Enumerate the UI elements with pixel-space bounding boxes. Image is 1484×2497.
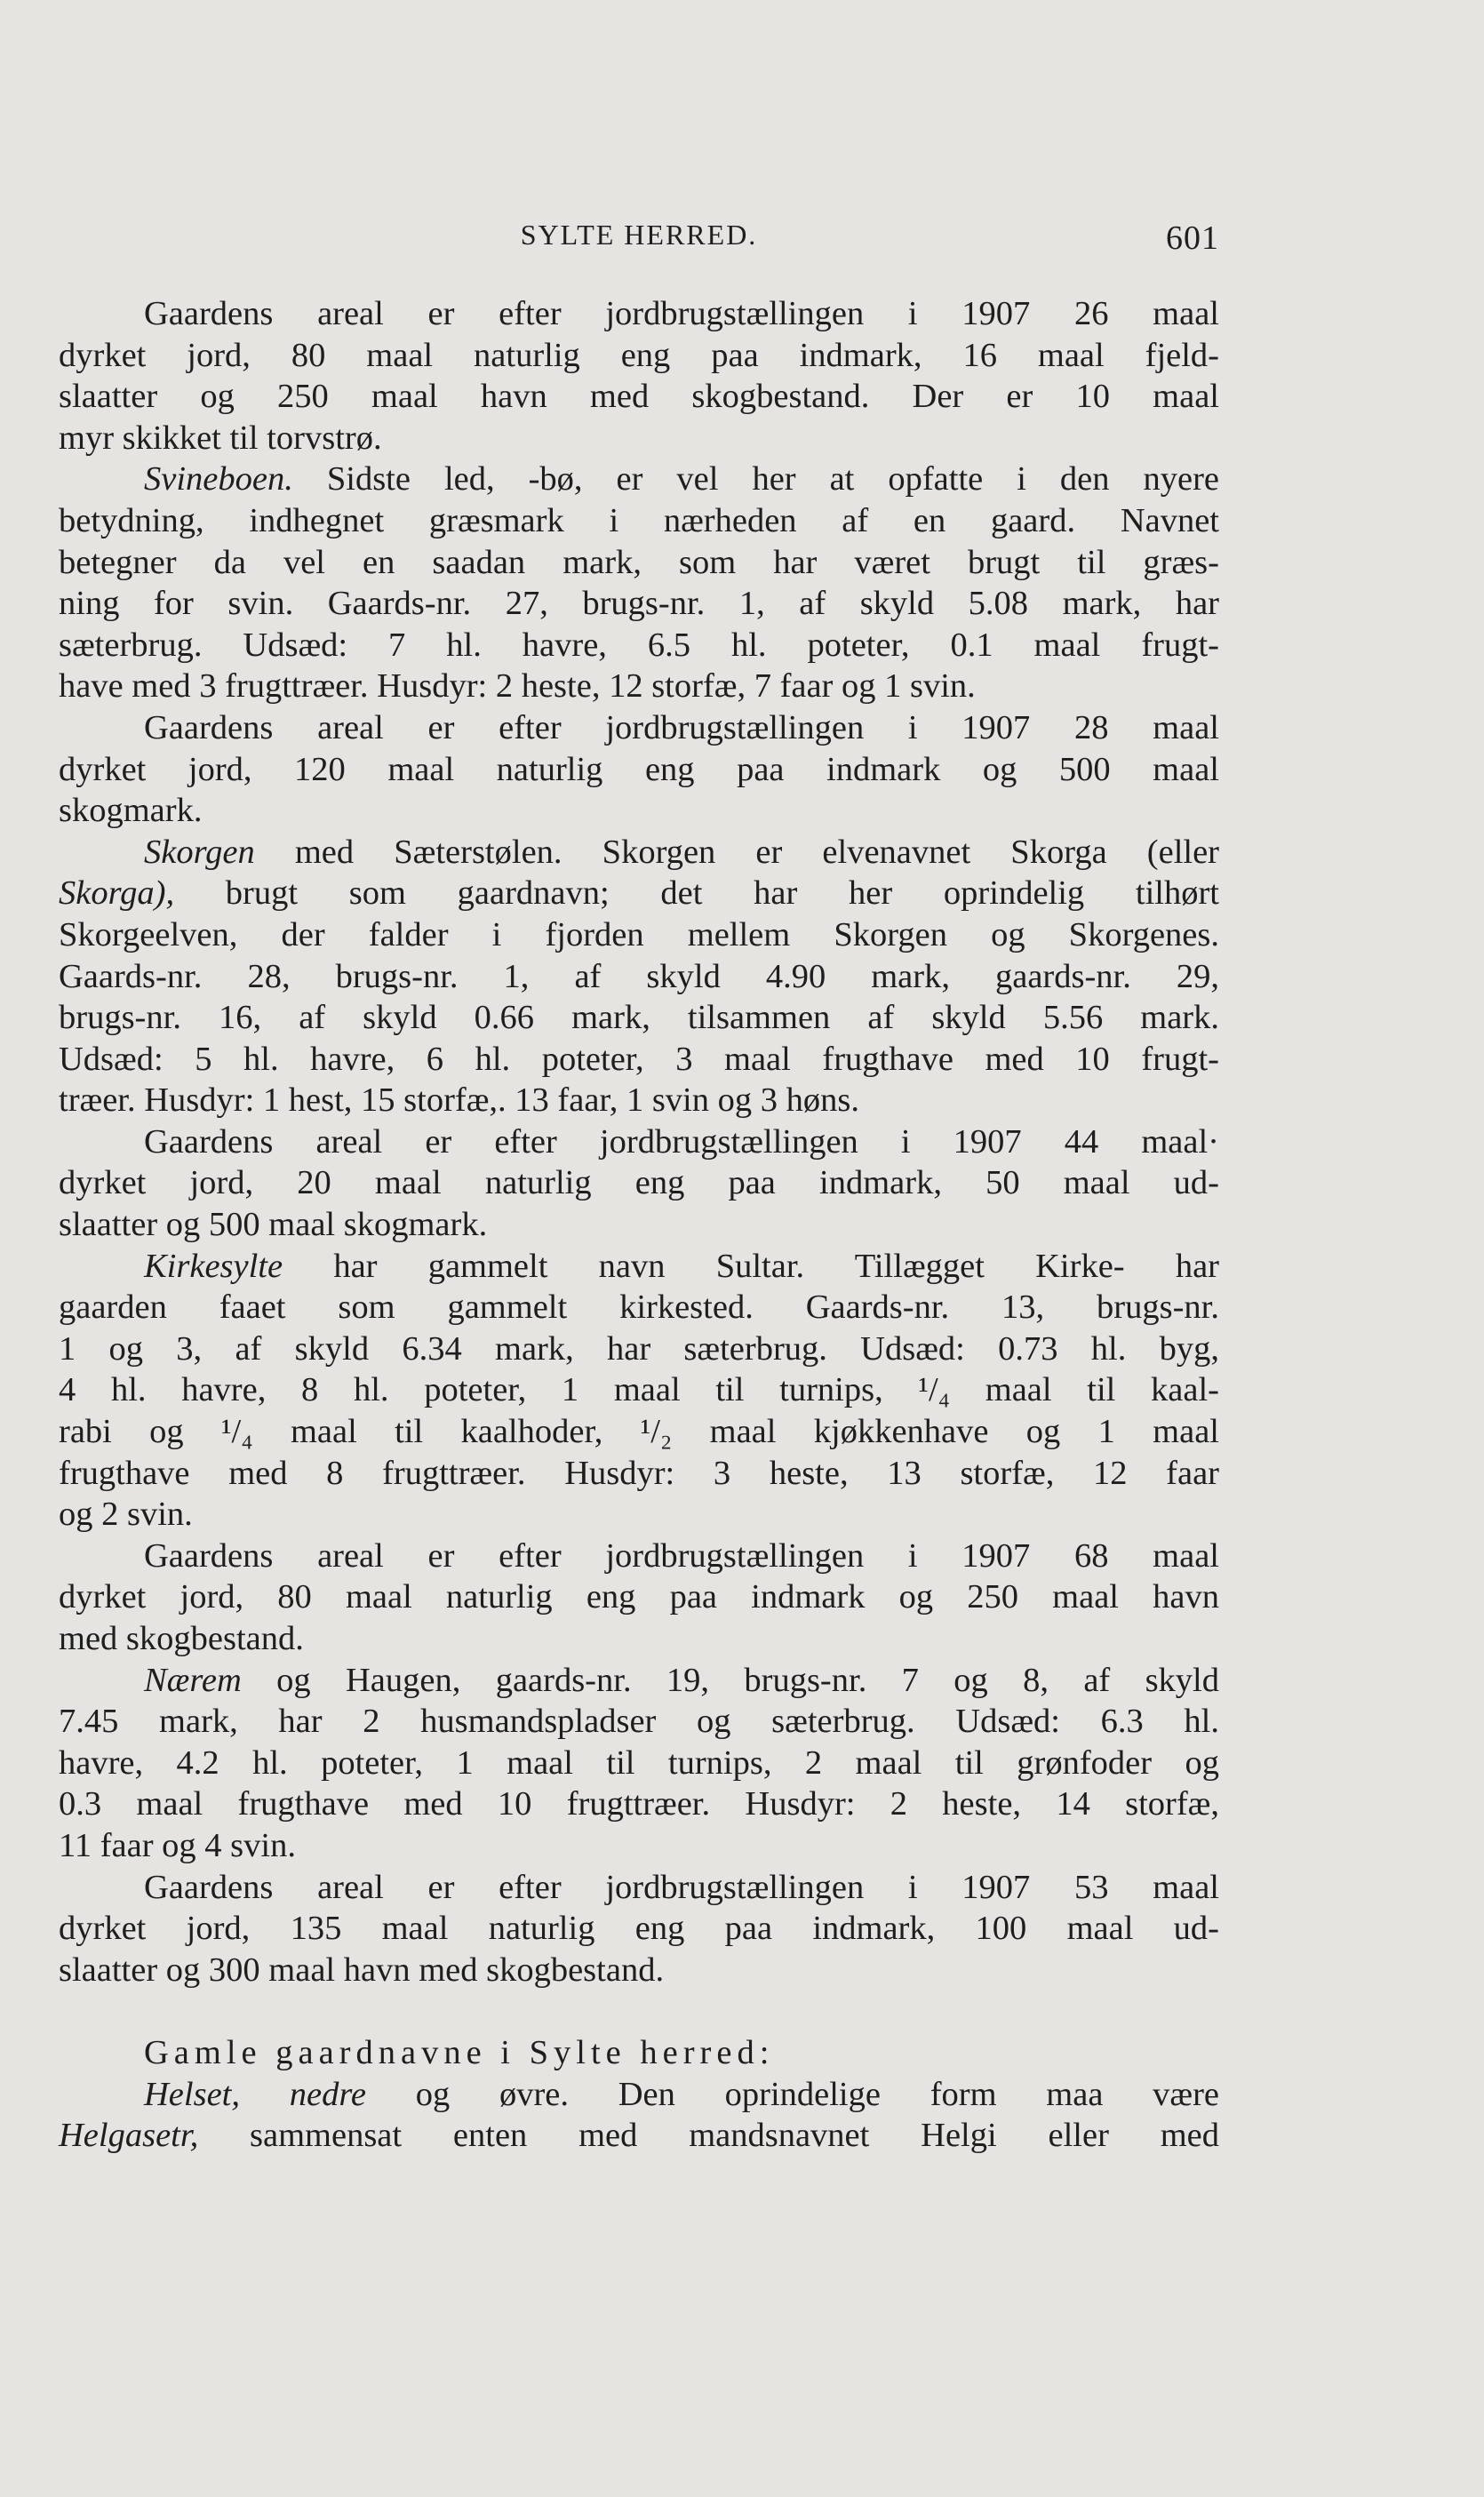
line-text: slaatter og 250 maal havn med skogbestand. Der er 10 maal [59, 378, 1219, 416]
line-text: og øvre. Den oprindelige form maa være [365, 2075, 1220, 2113]
page-number: 601 [1166, 219, 1219, 257]
text-line [59, 832, 1219, 874]
line-text: Gaards-nr. 28, brugs-nr. 1, af skyld 4.90 mark, gaards-nr. 29, [59, 957, 1219, 995]
text-line [59, 1950, 1219, 1991]
text-line [59, 873, 1219, 914]
text-line [59, 542, 1219, 584]
line-text: 7.45 mark, har 2 husmandspladser og sæterbrug. Udsæd: 6.3 hl. [59, 1703, 1219, 1741]
line-text: brugs-nr. 16, af skyld 0.66 mark, tilsammen af skyld 5.56 mark. [59, 999, 1219, 1037]
section-gap [59, 1990, 1219, 2032]
line-text: træer. Husdyr: 1 hest, 15 storfæ,. 13 faar, 1 svin og 3 høns. [59, 1081, 859, 1120]
text-line [59, 625, 1219, 666]
text-line [59, 2115, 1219, 2157]
text-line [59, 1908, 1219, 1950]
line-text: have med 3 frugttræer. Husdyr: 2 heste, 12 storfæ, 7 faar og 1 svin. [59, 667, 976, 706]
line-text: slaatter og 500 maal skogmark. [59, 1206, 488, 1244]
line-text: og Haugen, gaards-nr. 19, brugs-nr. 7 og 8, af skyld [241, 1661, 1219, 1699]
line-text: dyrket jord, 80 maal naturlig eng paa indmark og 250 maal havn [59, 1578, 1219, 1616]
text-line [59, 790, 1219, 832]
line-text: sammensat enten med mandsnavnet Helgi eller med [198, 2117, 1219, 2155]
line-text: Gaardens areal er efter jordbrugstællingen i 1907 68 maal [144, 1536, 1219, 1575]
text-line [59, 666, 1219, 707]
text-line [59, 1369, 1219, 1411]
page-header [59, 219, 1219, 263]
line-text: slaatter og 300 maal havn med skogbestand. [59, 1951, 665, 1989]
line-text: sæterbrug. Udsæd: 7 hl. havre, 6.5 hl. poteter, 0.1 maal frugt- [59, 626, 1219, 664]
italic-term: Helgasetr, [59, 2117, 199, 2155]
italic-term: Helset, nedre [144, 2075, 366, 2113]
line-text: 1 og 3, af skyld 6.34 mark, har sæterbrug. Udsæd: 0.73 hl. byg, [59, 1329, 1219, 1368]
line-text: 0.3 maal frugthave med 10 frugttræer. Husdyr: 2 heste, 14 storfæ, [59, 1785, 1219, 1823]
line-text: dyrket jord, 120 maal naturlig eng paa indmark og 500 maal [59, 750, 1219, 788]
body-text [59, 293, 1219, 2157]
text-line [59, 1121, 1219, 1163]
italic-term: Skorgen [144, 833, 255, 871]
line-text: dyrket jord, 135 maal naturlig eng paa indmark, 100 maal ud- [59, 1910, 1219, 1948]
line-text: med skogbestand. [59, 1620, 304, 1657]
italic-term: Svineboen. [144, 460, 293, 499]
text-line [59, 459, 1219, 500]
text-line [59, 1576, 1219, 1618]
italic-term: Kirkesylte [144, 1247, 283, 1285]
text-line [59, 376, 1219, 418]
line-text: og 2 svin. [59, 1496, 193, 1534]
text-line [59, 1701, 1219, 1743]
text-line [59, 1618, 1219, 1660]
line-text: har gammelt navn Sultar. Tillægget Kirke- har [283, 1247, 1219, 1285]
section-heading: Gamle gaardnavne i Sylte herred: [144, 2033, 775, 2071]
text-line [59, 1494, 1219, 1536]
text-line [59, 1080, 1219, 1121]
text-line [59, 1453, 1219, 1495]
text-line [59, 583, 1219, 625]
text-line [59, 956, 1219, 998]
text-line [59, 335, 1219, 377]
text-line [59, 2074, 1219, 2116]
line-text: Gaardens areal er efter jordbrugstællingen i 1907 28 maal [144, 708, 1219, 746]
text-line [59, 1328, 1219, 1370]
line-text: Gaardens areal er efter jordbrugstællingen i 1907 26 maal [144, 295, 1219, 332]
line-text: Sidste led, -bø, er vel her at opfatte i den nyere [292, 460, 1219, 499]
text-line [59, 1825, 1219, 1867]
section-text [59, 2074, 1219, 2157]
line-text: med Sæterstølen. Skorgen er elvenavnet Skorga (eller [254, 833, 1219, 871]
text-line [59, 707, 1219, 749]
line-text: ning for svin. Gaards-nr. 27, brugs-nr. 1, af skyld 5.08 mark, har [59, 585, 1219, 623]
line-text: Gaardens areal er efter jordbrugstællingen i 1907 53 maal [144, 1868, 1219, 1906]
text-line [59, 1162, 1219, 1204]
line-text: betegner da vel en saadan mark, som har været brugt til græs- [59, 543, 1219, 581]
main-text [59, 293, 1219, 1990]
line-text: Udsæd: 5 hl. havre, 6 hl. poteter, 3 maal frugthave med 10 frugt- [59, 1040, 1219, 1078]
line-text: myr skikket til torvstrø. [59, 419, 382, 457]
text-line [59, 1867, 1219, 1909]
running-title: SYLTE HERRED. [520, 219, 758, 251]
line-text: gaarden faaet som gammelt kirkested. Gaards-nr. 13, brugs-nr. [59, 1288, 1219, 1327]
text-line [59, 1743, 1219, 1784]
line-text: rabi og ¹/₄ maal til kaalhoder, ¹/₂ maal kjøkkenhave og 1 maal [59, 1413, 1219, 1451]
line-text: Gaardens areal er efter jordbrugstællingen i 1907 44 maal· [144, 1122, 1219, 1161]
line-text: skogmark. [59, 792, 203, 830]
text-line [59, 749, 1219, 791]
line-text: frugthave med 8 frugttræer. Husdyr: 3 heste, 13 storfæ, 12 faar [59, 1454, 1219, 1492]
text-line [59, 1039, 1219, 1081]
text-line [59, 418, 1219, 459]
line-text: brugt som gaardnavn; det har her oprindelig tilhørt [174, 874, 1219, 913]
text-line [59, 1660, 1219, 1702]
line-text: dyrket jord, 20 maal naturlig eng paa indmark, 50 maal ud- [59, 1164, 1219, 1202]
text-line [59, 1246, 1219, 1288]
line-text: betydning, indhegnet græsmark i nærheden af en gaard. Navnet [59, 501, 1219, 539]
line-text: 4 hl. havre, 8 hl. poteter, 1 maal til turnips, ¹/₄ maal til kaal- [59, 1371, 1219, 1409]
text-line [59, 293, 1219, 335]
text-line [59, 500, 1219, 542]
text-line [59, 914, 1219, 956]
line-text: dyrket jord, 80 maal naturlig eng paa indmark, 16 maal fjeld- [59, 336, 1219, 374]
text-line [59, 1411, 1219, 1453]
text-line [59, 1783, 1219, 1825]
line-text: havre, 4.2 hl. poteter, 1 maal til turnips, 2 maal til grønfoder og [59, 1743, 1219, 1782]
text-line [59, 997, 1219, 1039]
line-text: 11 faar og 4 svin. [59, 1826, 296, 1864]
italic-term: Skorga), [59, 874, 175, 913]
line-text: Skorgeelven, der falder i fjorden mellem Skorgen og Skorgenes. [59, 915, 1219, 953]
text-line [59, 1204, 1219, 1246]
italic-term: Nærem [144, 1661, 242, 1699]
text-line [59, 1536, 1219, 1577]
text-line [59, 1287, 1219, 1328]
